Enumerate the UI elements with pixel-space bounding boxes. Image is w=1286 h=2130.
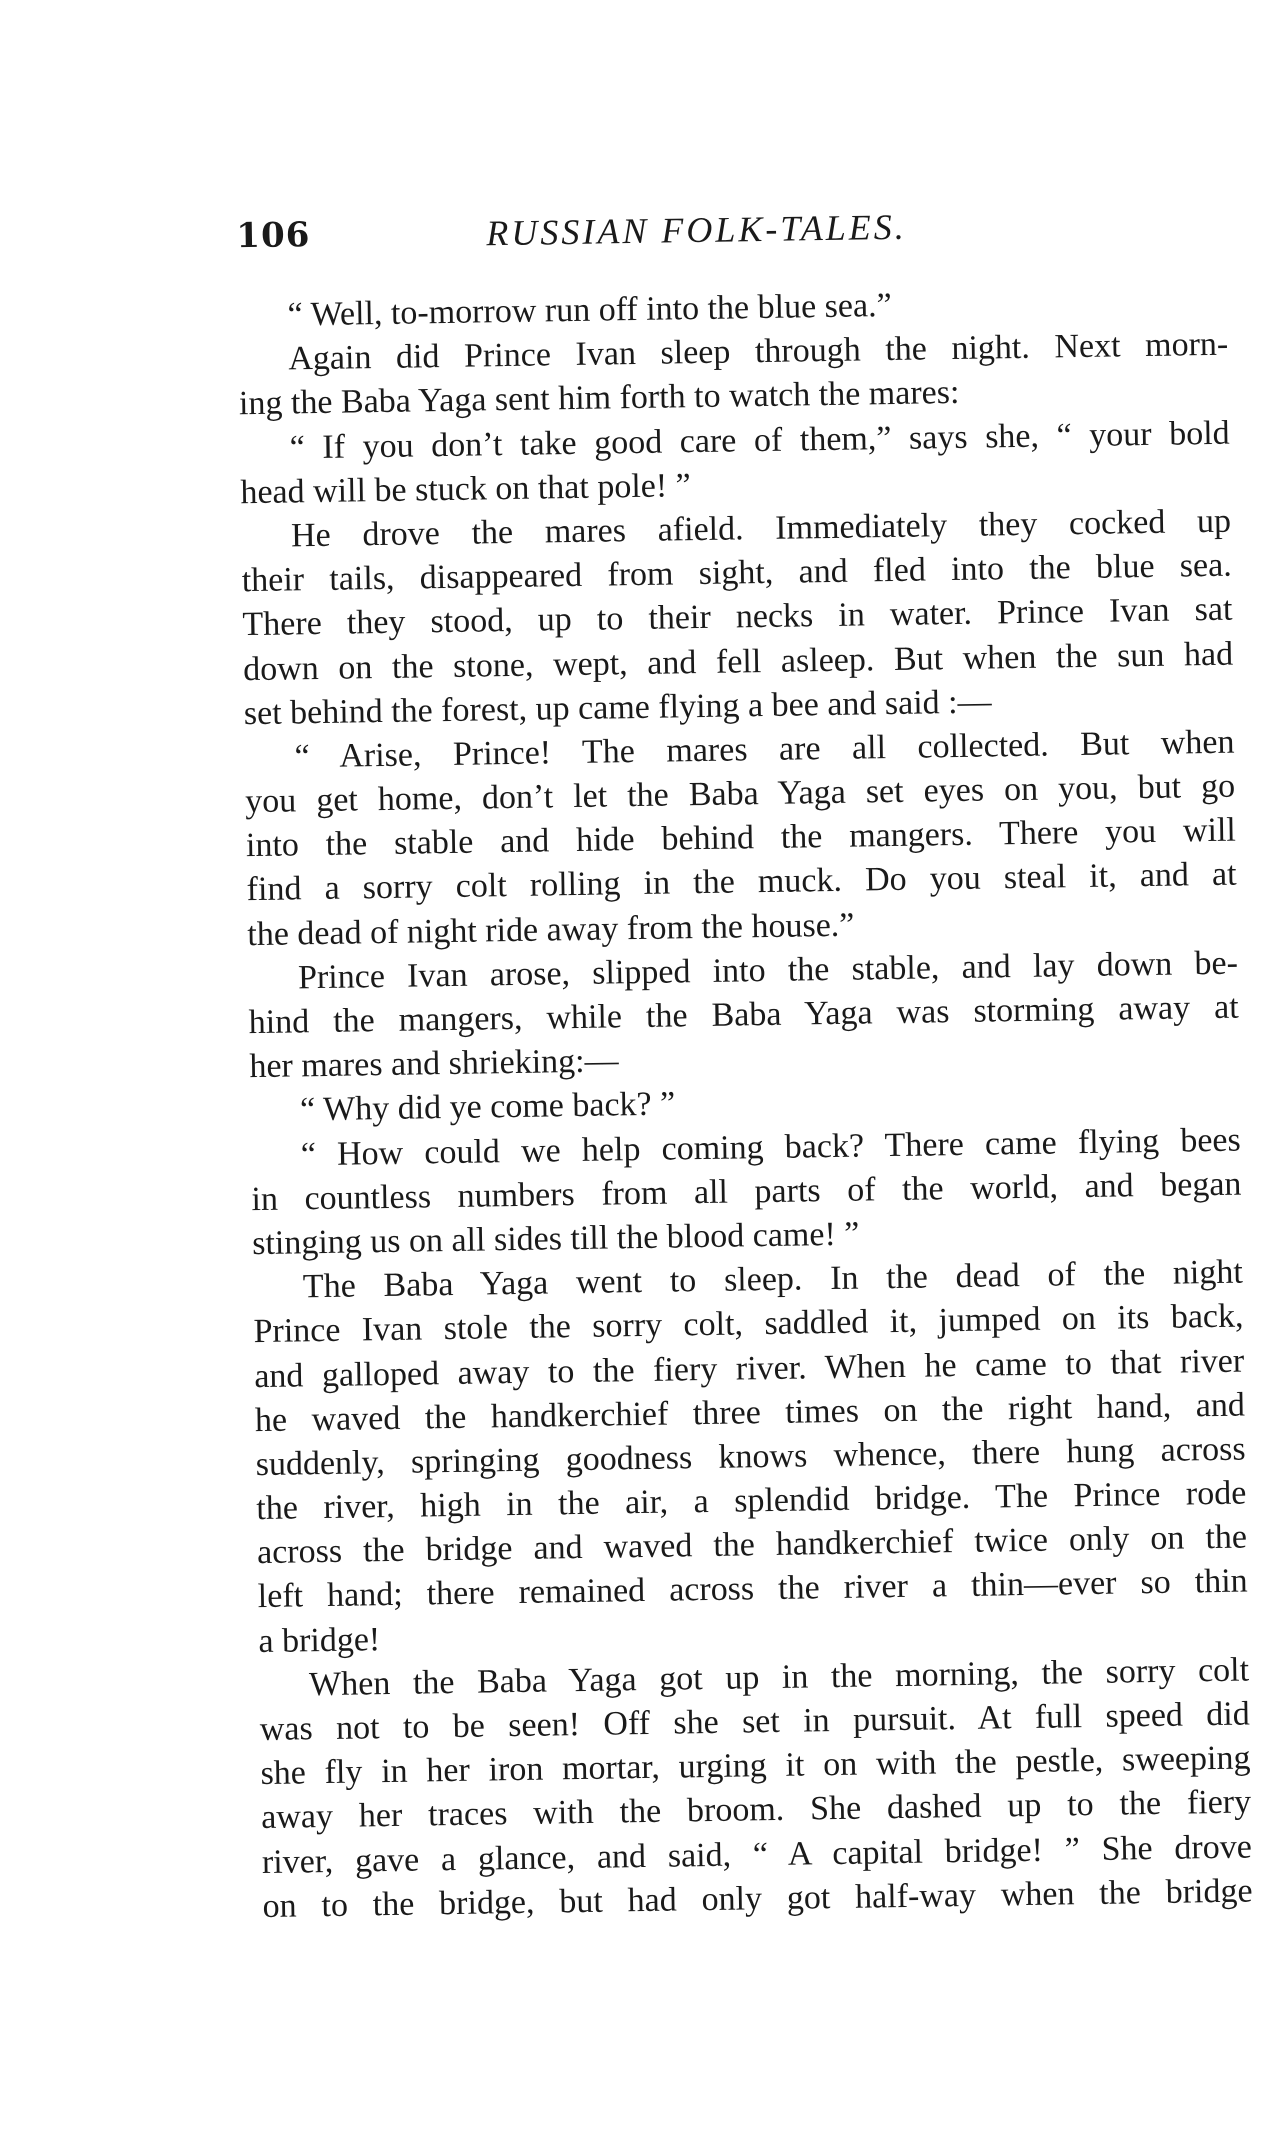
page-header: [236, 201, 1237, 277]
text-line: Again did Prince Ivan sleep through the night. Next morn-: [288, 325, 1229, 378]
text-line: into the stable and hide behind the mangers. There you will: [245, 811, 1237, 865]
text-line: “ If you don’t take good care of them,” says she, “ your bold: [289, 414, 1230, 466]
text-line: on to the bridge, but had only got half-way when the bridge: [262, 1872, 1253, 1925]
text-line: and galloped away to the fiery river. When he came to that river: [253, 1342, 1245, 1395]
text-line: “ Why did ye come back? ”: [299, 1085, 676, 1129]
text-line: “ How could we help coming back? There came flying bees: [300, 1121, 1241, 1173]
text-line: her mares and shrieking:—: [249, 1042, 619, 1086]
text-line: down on the stone, wept, and fell asleep. But when the sun had: [242, 635, 1234, 688]
text-line: you get home, don’t let the Baba Yaga set eyes on you, but go: [244, 767, 1236, 821]
text-line: find a sorry colt rolling in the muck. Do you steal it, and at: [246, 856, 1237, 909]
text-line: He drove the mares afield. Immediately they cocked up: [290, 502, 1232, 555]
text-line: The Baba Yaga went to sleep. In the dead of the night: [302, 1253, 1244, 1306]
text-line: left hand; there remained across the river a thin—ever so thin: [257, 1562, 1248, 1616]
body-text: [237, 279, 1253, 1929]
text-line: was not to be seen! Off she set in pursuit. At full speed did: [259, 1695, 1251, 1749]
text-line: river, gave a glance, and said, “ A capital bridge! ” She drove: [261, 1828, 1253, 1881]
text-line: the river, high in the air, a splendid bridge. The Prince rode: [256, 1474, 1247, 1528]
text-line: she fly in her iron mortar, urging it on with the pestle, sweeping: [260, 1739, 1251, 1793]
text-line: in countless numbers from all parts of the world, and began: [251, 1165, 1242, 1218]
text-line: “ Well, to-morrow run off into the blue sea.”: [287, 286, 892, 334]
running-title: RUSSIAN FOLK-TALES.: [486, 206, 907, 254]
text-line: head will be stuck on that pole! ”: [240, 466, 692, 511]
text-line: across the bridge and waved the handkerchief twice only on the: [256, 1518, 1248, 1572]
text-line: away her traces with the broom. She dashed up to the fiery: [260, 1783, 1252, 1837]
page-number: 106: [236, 215, 311, 257]
text-line: ing the Baba Yaga sent him forth to watch the mares:: [238, 374, 960, 423]
text-line: There they stood, up to their necks in water. Prince Ivan sat: [242, 590, 1233, 644]
text-line: “ Arise, Prince! The mares are all collected. But when: [294, 723, 1235, 776]
text-line: Prince Ivan arose, slipped into the stable, and lay down be-: [297, 944, 1239, 997]
text-line: he waved the handkerchief three times on the right hand, and: [254, 1386, 1246, 1439]
text-line: a bridge!: [258, 1620, 381, 1660]
text-line: suddenly, springing goodness knows whence, there hung across: [255, 1430, 1246, 1483]
text-line: hind the mangers, while the Baba Yaga was storming away at: [248, 988, 1239, 1042]
text-line: When the Baba Yaga got up in the morning, the sorry colt: [308, 1651, 1250, 1704]
text-line: stinging us on all sides till the blood came! ”: [251, 1215, 860, 1263]
text-line: their tails, disappeared from sight, and fled into the blue sea.: [241, 546, 1232, 600]
text-line: the dead of night ride away from the house.”: [247, 906, 855, 953]
text-line: set behind the forest, up came flying a bee and said :—: [243, 683, 992, 732]
text-line: Prince Ivan stole the sorry colt, saddled it, jumped on its back,: [253, 1297, 1244, 1351]
